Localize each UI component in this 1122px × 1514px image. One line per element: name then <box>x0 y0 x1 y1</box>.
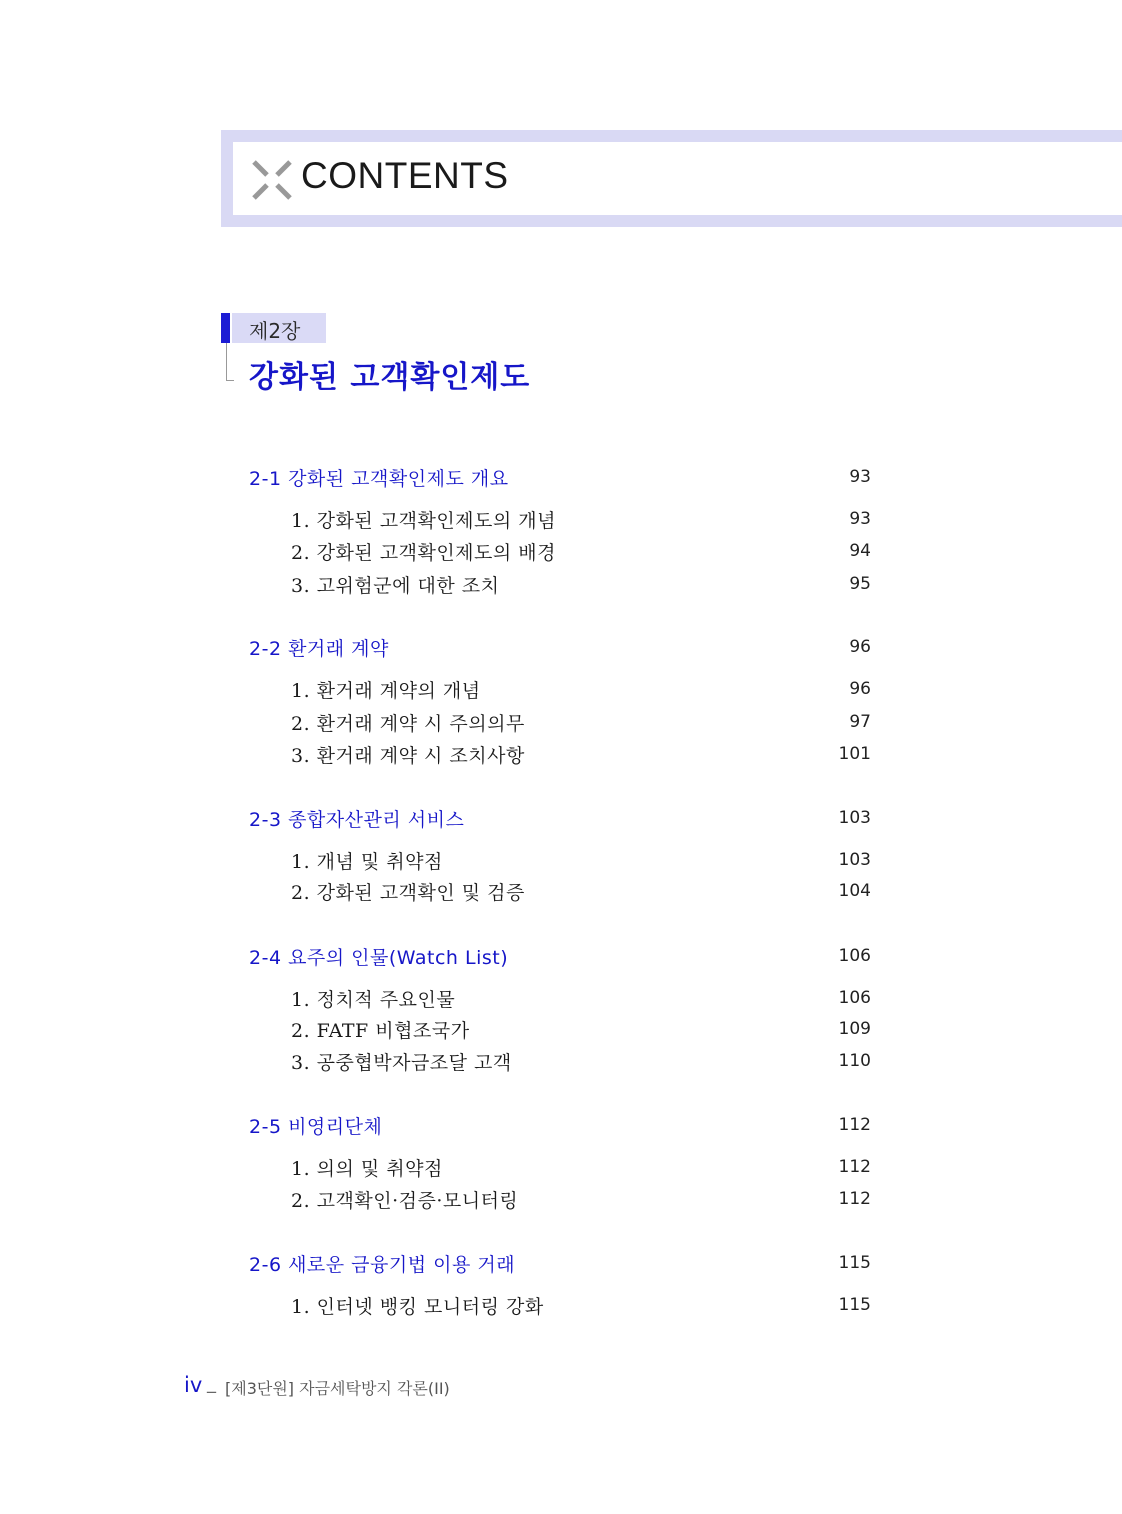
toc-item-page: 115 <box>838 1295 871 1315</box>
toc-item-page: 112 <box>838 1189 871 1209</box>
footer-page-number: iv <box>184 1373 203 1397</box>
toc-section-title[interactable]: 2-6 새로운 금융기법 이용 거래 <box>249 1254 516 1276</box>
toc-item-page: 104 <box>838 881 871 901</box>
chapter-label-box <box>232 313 326 343</box>
toc-section-page: 93 <box>849 467 871 487</box>
toc-item[interactable]: 3. 고위험군에 대한 조치 <box>291 575 500 597</box>
toc-section-page: 106 <box>838 946 871 966</box>
toc-item-page: 106 <box>838 988 871 1008</box>
toc-item-page: 112 <box>838 1157 871 1177</box>
toc-item[interactable]: 1. 정치적 주요인물 <box>291 989 456 1011</box>
toc-section-title[interactable]: 2-1 강화된 고객확인제도 개요 <box>249 468 509 490</box>
toc-item[interactable]: 1. 인터넷 뱅킹 모니터링 강화 <box>291 1296 544 1318</box>
toc-item-page: 101 <box>838 744 871 764</box>
toc-item[interactable]: 3. 환거래 계약 시 조치사항 <box>291 745 525 767</box>
toc-item-page: 110 <box>838 1051 871 1071</box>
chapter-title: 강화된 고객확인제도 <box>249 360 531 395</box>
toc-item[interactable]: 2. 강화된 고객확인 및 검증 <box>291 882 525 904</box>
chapter-accent-bar <box>221 313 230 343</box>
toc-item-page: 97 <box>849 712 871 732</box>
toc-item[interactable]: 2. 강화된 고객확인제도의 배경 <box>291 542 556 564</box>
toc-item[interactable]: 2. FATF 비협조국가 <box>291 1020 470 1042</box>
toc-item[interactable]: 1. 강화된 고객확인제도의 개념 <box>291 510 556 532</box>
contents-x-icon <box>252 160 292 200</box>
toc-section-title[interactable]: 2-4 요주의 인물(Watch List) <box>249 947 509 969</box>
toc-section-title[interactable]: 2-5 비영리단체 <box>249 1116 383 1138</box>
chapter-bracket <box>226 343 234 381</box>
toc-section-title[interactable]: 2-2 환거래 계약 <box>249 638 389 660</box>
toc-item-page: 103 <box>838 850 871 870</box>
toc-item-page: 95 <box>849 574 871 594</box>
toc-item-page: 94 <box>849 541 871 561</box>
toc-section-page: 112 <box>838 1115 871 1135</box>
toc-item-page: 96 <box>849 679 871 699</box>
contents-banner-inner <box>233 142 1122 215</box>
toc-item[interactable]: 3. 공중협박자금조달 고객 <box>291 1052 512 1074</box>
toc-item[interactable]: 1. 의의 및 취약점 <box>291 1158 443 1180</box>
toc-section-page: 115 <box>838 1253 871 1273</box>
toc-item[interactable]: 2. 고객확인·검증·모니터링 <box>291 1190 519 1212</box>
toc-section-title[interactable]: 2-3 종합자산관리 서비스 <box>249 809 465 831</box>
footer-unit-title: [제3단원] 자금세탁방지 각론(II) <box>225 1379 450 1398</box>
toc-item[interactable]: 2. 환거래 계약 시 주의의무 <box>291 713 525 735</box>
toc-item[interactable]: 1. 개념 및 취약점 <box>291 851 443 873</box>
contents-banner <box>221 130 1122 227</box>
footer-separator: _ <box>207 1373 216 1394</box>
toc-section-page: 96 <box>849 637 871 657</box>
toc-section-page: 103 <box>838 808 871 828</box>
toc-item-page: 93 <box>849 509 871 529</box>
chapter-label: 제2장 <box>249 319 301 343</box>
toc-item[interactable]: 1. 환거래 계약의 개념 <box>291 680 481 702</box>
contents-title: CONTENTS <box>301 155 509 196</box>
toc-item-page: 109 <box>838 1019 871 1039</box>
